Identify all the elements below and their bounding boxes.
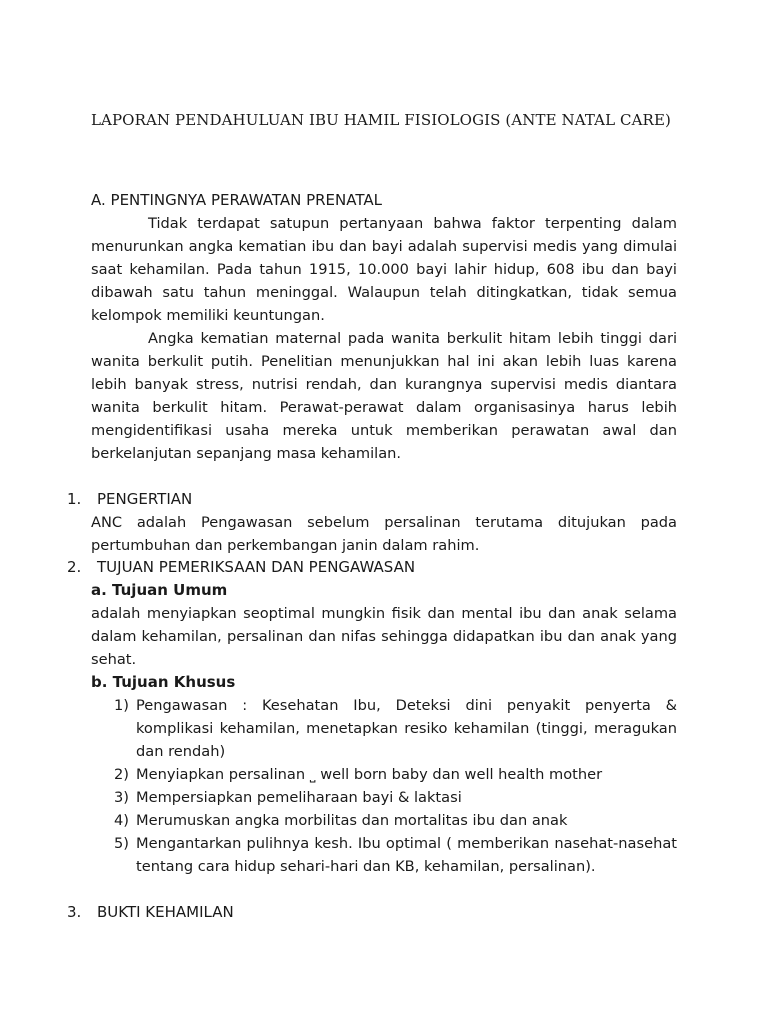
section-title: TUJUAN PEMERIKSAAN DAN PENGAWASAN [97, 558, 416, 576]
section-a-paragraph-1: Tidak terdapat satupun pertanyaan bahwa faktor terpenting dalam menurunkan angka kematian ibu dan bayi adalah supervisi medis yang dimulai saat kehamilan. Pada tahun 1915, 10.000 bayi lahir hidup, 608 ibu dan bayi dibawah satu tahun meninggal. Walaupun telah ditingkatkan, tidak semua kelompok memiliki keuntungan. [91, 215, 677, 324]
list-item [114, 694, 677, 763]
list-item [114, 809, 677, 832]
section-title: PENGERTIAN [97, 490, 193, 508]
list-item-text: Merumuskan angka morbilitas dan mortalitas ibu dan anak [136, 812, 568, 829]
section-1-heading [67, 488, 192, 511]
list-item-text: Mempersiapkan pemeliharaan bayi & laktasi [136, 789, 462, 806]
list-item-text: Menyiapkan persalinan ⎵ well born baby dan well health mother [136, 766, 603, 783]
section-3-heading [67, 901, 234, 924]
list-marker: 3) [114, 789, 129, 806]
section-a-paragraph-2: Angka kematian maternal pada wanita berkulit hitam lebih tinggi dari wanita berkulit putih. Penelitian menunjukkan hal ini akan lebih luas karena lebih banyak stress, nutrisi rendah, dan kurangnya supervisi medis diantara wanita berkulit hitam. Perawat-perawat dalam organisasinya harus lebih mengidentifikasi usaha mereka untuk memberikan perawatan awal dan berkelanjutan sepanjang masa kehamilan. [91, 330, 677, 462]
list-item [114, 786, 677, 809]
list-item [114, 832, 677, 878]
section-number: 2. [67, 558, 82, 576]
list-marker: 4) [114, 812, 129, 829]
section-1-text: ANC adalah Pengawasan sebelum persalinan terutama ditujukan pada pertumbuhan dan perkembangan janin dalam rahim. [91, 514, 677, 554]
list-item-text: Pengawasan : Kesehatan Ibu, Deteksi dini penyakit penyerta & komplikasi kehamilan, menetapkan resiko kehamilan (tinggi, meragukan dan rendah) [136, 697, 677, 760]
sub-b-heading: b. Tujuan Khusus [91, 673, 236, 691]
list-item-text: Mengantarkan pulihnya kesh. Ibu optimal ( memberikan nasehat-nasehat tentang cara hidup sehari-hari dan KB, kehamilan, persalinan). [136, 835, 677, 875]
list-item [114, 763, 677, 786]
list-marker: 2) [114, 766, 129, 783]
tujuan-khusus-list [114, 694, 677, 878]
sub-a-heading: a. Tujuan Umum [91, 581, 228, 599]
section-number: 1. [67, 490, 82, 508]
section-2-heading [67, 556, 415, 579]
list-marker: 5) [114, 835, 129, 852]
document-title: LAPORAN PENDAHULUAN IBU HAMIL FISIOLOGIS (ANTE NATAL CARE) [91, 111, 671, 129]
section-number: 3. [67, 903, 82, 921]
list-marker: 1) [114, 697, 129, 714]
section-a-heading: A. PENTINGNYA PERAWATAN PRENATAL [91, 191, 382, 209]
sub-a-text: adalah menyiapkan seoptimal mungkin fisik dan mental ibu dan anak selama dalam kehamilan, persalinan dan nifas sehingga didapatkan ibu dan anak yang sehat. [91, 605, 677, 668]
section-title: BUKTI KEHAMILAN [97, 903, 234, 921]
